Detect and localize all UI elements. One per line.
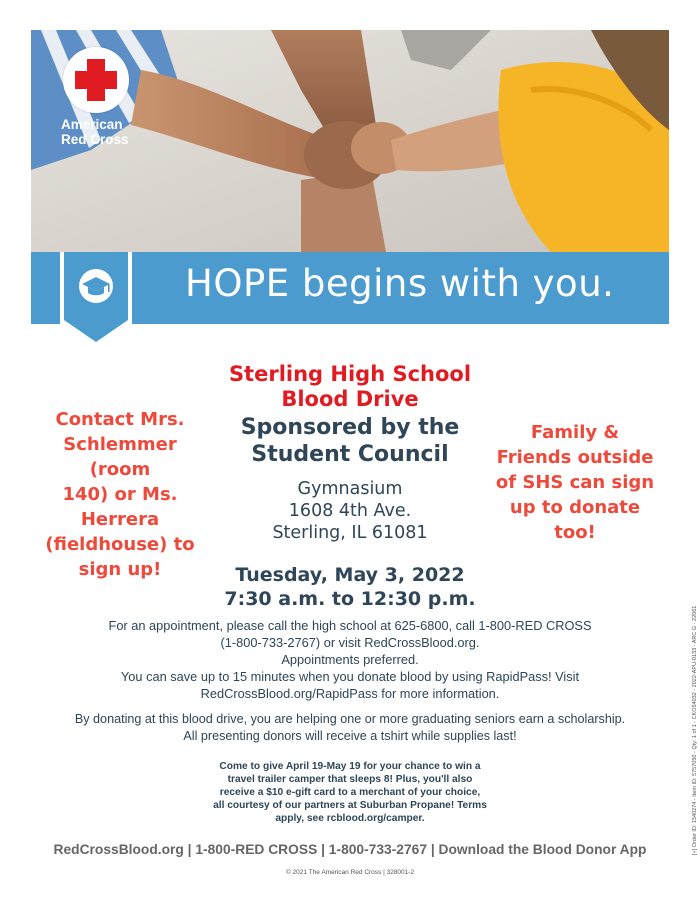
sponsor-line2: Student Council [251, 442, 449, 467]
promo-line: all courtesy of our partners at Suburban Propane! Terms [213, 800, 487, 811]
footer-links: RedCrossBlood.org | 1-800-RED CROSS | 1-800-733-2767 | Download the Blood Donor App [53, 842, 647, 857]
family-line: too! [554, 522, 596, 543]
venue-line3: Sterling, IL 61081 [272, 523, 428, 543]
contact-line: sign up! [78, 559, 162, 580]
appt-line3: Appointments preferred. [281, 652, 419, 667]
promo-line: travel trailer camper that sleeps 8! Plus, you'll also [227, 774, 473, 785]
logo-line1: American [61, 117, 123, 132]
print-code [685, 545, 698, 855]
scholar-line1: By donating at this blood drive, you are helping one or more graduating seniors earn a scholarship. [74, 712, 626, 726]
scholarship-info [30, 711, 670, 745]
contact-callout [30, 407, 210, 582]
contact-line: (fieldhouse) to [45, 534, 195, 555]
logo-text [61, 117, 129, 147]
event-time: 7:30 a.m. to 12:30 p.m. [224, 588, 476, 610]
contact-line: Contact Mrs. [55, 409, 185, 430]
family-line: Friends outside [496, 447, 654, 468]
rapid-line2: RedCrossBlood.org/RapidPass for more information. [200, 686, 500, 701]
promo-line: receive a $10 e-gift card to a merchant of your choice, [219, 787, 481, 798]
event-title-line2: Blood Drive [281, 387, 419, 411]
scholar-line2: All presenting donors will receive a tshirt while supplies last! [183, 729, 517, 743]
appt-line2: (1-800-733-2767) or visit RedCrossBlood.org. [220, 635, 480, 650]
logo-circle [63, 47, 129, 113]
sponsor-line1: Sponsored by the [240, 415, 460, 440]
event-datetime [190, 563, 510, 611]
graduation-badge [60, 252, 132, 348]
promo-text [178, 760, 522, 825]
tagline-text: HOPE begins with you. [185, 262, 615, 305]
event-date: Tuesday, May 3, 2022 [235, 564, 465, 586]
contact-line: Herrera [80, 509, 160, 530]
rapid-line1: You can save up to 15 minutes when you donate blood by using RapidPass! Visit [120, 669, 580, 684]
event-title [190, 362, 510, 412]
badge-shape [60, 252, 132, 348]
event-title-line1: Sterling High School [228, 362, 472, 386]
contact-line: 140) or Ms. [62, 484, 178, 505]
red-cross-logo [33, 35, 133, 175]
logo-line2: Red Cross [61, 132, 129, 147]
sponsor-heading [190, 414, 510, 468]
family-line: of SHS can sign [495, 472, 655, 493]
family-line: Family & [530, 422, 620, 443]
appt-line1: For an appointment, please call the high school at 625-6800, call 1-800-RED CROSS [108, 618, 592, 633]
promo-line: Come to give April 19-May 19 for your chance to win a [219, 761, 481, 772]
contact-line: Schlemmer (room [63, 434, 177, 480]
appointment-info [30, 617, 670, 702]
venue-line1: Gymnasium [297, 479, 403, 499]
family-line: up to donate [509, 497, 641, 518]
copyright: © 2021 The American Red Cross | 328001-2 [285, 869, 415, 876]
print-code-text: [+] Order ID: 1540274 - Item ID: 5757050 - Qty: 1 of 1 - CKO54032 - 2022-APU-0133 - ARC G - 22061 [692, 605, 698, 855]
promo-line: apply, see rcblood.org/camper. [275, 813, 425, 824]
family-callout [490, 420, 660, 545]
venue-address [230, 478, 470, 544]
red-cross-icon-bar [75, 71, 117, 89]
venue-line2: 1608 4th Ave. [288, 501, 412, 521]
